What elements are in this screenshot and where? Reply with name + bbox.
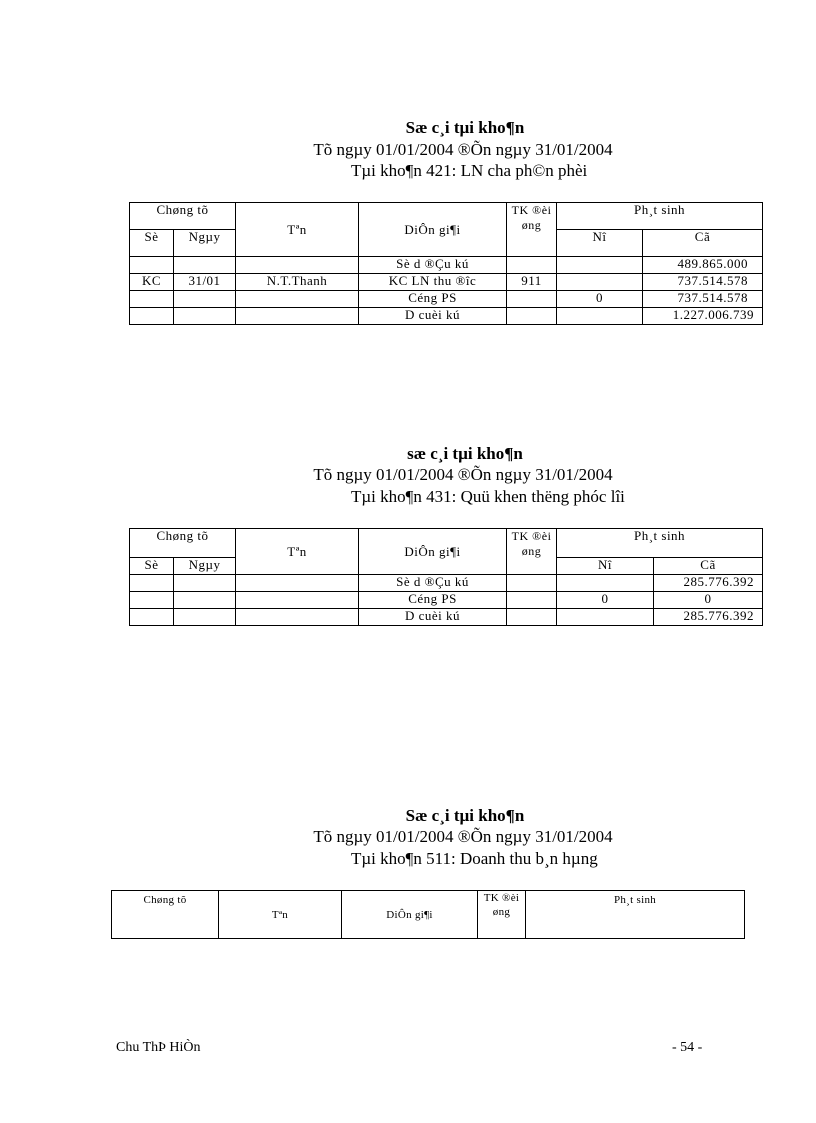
cell-contra — [507, 257, 557, 274]
ledger-title: sæ c¸i tµi kho¶n — [407, 444, 523, 463]
col-header-voucher: Chøng tõ — [130, 529, 236, 558]
col-header-voucher-date: Ngµy — [174, 558, 236, 575]
cell-debit — [557, 308, 643, 325]
table-row — [130, 592, 763, 609]
col-header-voucher: Chøng tõ — [130, 203, 236, 230]
cell-contra — [507, 575, 557, 592]
cell-name — [236, 308, 359, 325]
col-header-credit: Cã — [654, 558, 763, 575]
cell-date — [174, 609, 236, 626]
col-header-contra-account: TK ®èi øng — [507, 529, 557, 575]
cell-date — [174, 308, 236, 325]
cell-debit — [557, 257, 643, 274]
cell-description: KC LN thu ®îc — [359, 274, 507, 291]
cell-credit: 285.776.392 — [654, 609, 763, 626]
cell-credit: 285.776.392 — [654, 575, 763, 592]
col-header-name: Tªn — [236, 529, 359, 575]
cell-credit: 737.514.578 — [643, 274, 763, 291]
footer-author: Chu ThÞ HiÒn — [116, 1040, 201, 1055]
cell-date — [174, 592, 236, 609]
cell-credit: 1.227.006.739 — [643, 308, 763, 325]
cell-no — [130, 575, 174, 592]
col-header-voucher-no: Sè — [130, 230, 174, 257]
cell-date: 31/01 — [174, 274, 236, 291]
col-header-contra-account: TK ®èi øng — [507, 203, 557, 257]
cell-name — [236, 592, 359, 609]
cell-description: Sè d ®Çu kú — [359, 575, 507, 592]
col-header-arising: Ph¸t sinh — [557, 203, 763, 230]
cell-description: Céng PS — [359, 291, 507, 308]
cell-credit: 0 — [654, 592, 763, 609]
col-header-credit: Cã — [643, 230, 763, 257]
ledger-table — [129, 202, 763, 325]
cell-date — [174, 257, 236, 274]
cell-name — [236, 575, 359, 592]
col-header-contra-account: TK ®èi øng — [478, 891, 526, 939]
col-header-voucher: Chøng tõ — [112, 891, 219, 939]
col-header-voucher-date: Ngµy — [174, 230, 236, 257]
cell-description: Céng PS — [359, 592, 507, 609]
ledger-account: Tµi kho¶n 511: Doanh thu b¸n hµng — [351, 849, 598, 868]
cell-description: Sè d ®Çu kú — [359, 257, 507, 274]
col-header-description: DiÔn gi¶i — [342, 891, 478, 939]
ledger-period: Tõ ngµy 01/01/2004 ®Õn ngµy 31/01/2004 — [313, 827, 613, 846]
cell-debit — [557, 575, 654, 592]
cell-no — [130, 609, 174, 626]
ledger-account: Tµi kho¶n 421: LN cha ph©n phèi — [351, 161, 588, 180]
cell-date — [174, 575, 236, 592]
col-header-description: DiÔn gi¶i — [359, 529, 507, 575]
col-header-name: Tªn — [219, 891, 342, 939]
cell-contra — [507, 609, 557, 626]
cell-no — [130, 257, 174, 274]
cell-no — [130, 308, 174, 325]
cell-contra: 911 — [507, 274, 557, 291]
ledger-title: Sæ c¸i tµi kho¶n — [405, 118, 525, 137]
cell-debit — [557, 609, 654, 626]
col-header-debit: Nî — [557, 230, 643, 257]
ledger-account: Tµi kho¶n 431: Quü khen thëng phóc lîi — [351, 487, 625, 506]
ledger-title: Sæ c¸i tµi kho¶n — [405, 806, 525, 825]
cell-name — [236, 257, 359, 274]
cell-debit — [557, 274, 643, 291]
cell-no: KC — [130, 274, 174, 291]
cell-debit: 0 — [557, 291, 643, 308]
col-header-description: DiÔn gi¶i — [359, 203, 507, 257]
table-row — [130, 257, 763, 274]
ledger-period: Tõ ngµy 01/01/2004 ®Õn ngµy 31/01/2004 — [313, 465, 613, 484]
col-header-name: Tªn — [236, 203, 359, 257]
col-header-arising: Ph¸t sinh — [526, 891, 745, 939]
cell-name — [236, 291, 359, 308]
col-header-debit: Nî — [557, 558, 654, 575]
ledger-table — [129, 528, 763, 626]
cell-credit: 489.865.000 — [643, 257, 763, 274]
table-row — [130, 291, 763, 308]
cell-credit: 737.514.578 — [643, 291, 763, 308]
ledger-table — [111, 890, 745, 939]
cell-name: N.T.Thanh — [236, 274, 359, 291]
col-header-arising: Ph¸t sinh — [557, 529, 763, 558]
cell-name — [236, 609, 359, 626]
cell-contra — [507, 308, 557, 325]
cell-contra — [507, 592, 557, 609]
cell-no — [130, 291, 174, 308]
cell-contra — [507, 291, 557, 308]
cell-debit: 0 — [557, 592, 654, 609]
cell-description: D cuèi kú — [359, 609, 507, 626]
table-row — [130, 609, 763, 626]
cell-no — [130, 592, 174, 609]
page-number: - 54 - — [672, 1040, 703, 1055]
ledger-period: Tõ ngµy 01/01/2004 ®Õn ngµy 31/01/2004 — [313, 140, 613, 159]
table-row — [130, 575, 763, 592]
cell-description: D cuèi kú — [359, 308, 507, 325]
table-row — [130, 308, 763, 325]
table-row — [130, 274, 763, 291]
col-header-voucher-no: Sè — [130, 558, 174, 575]
cell-date — [174, 291, 236, 308]
